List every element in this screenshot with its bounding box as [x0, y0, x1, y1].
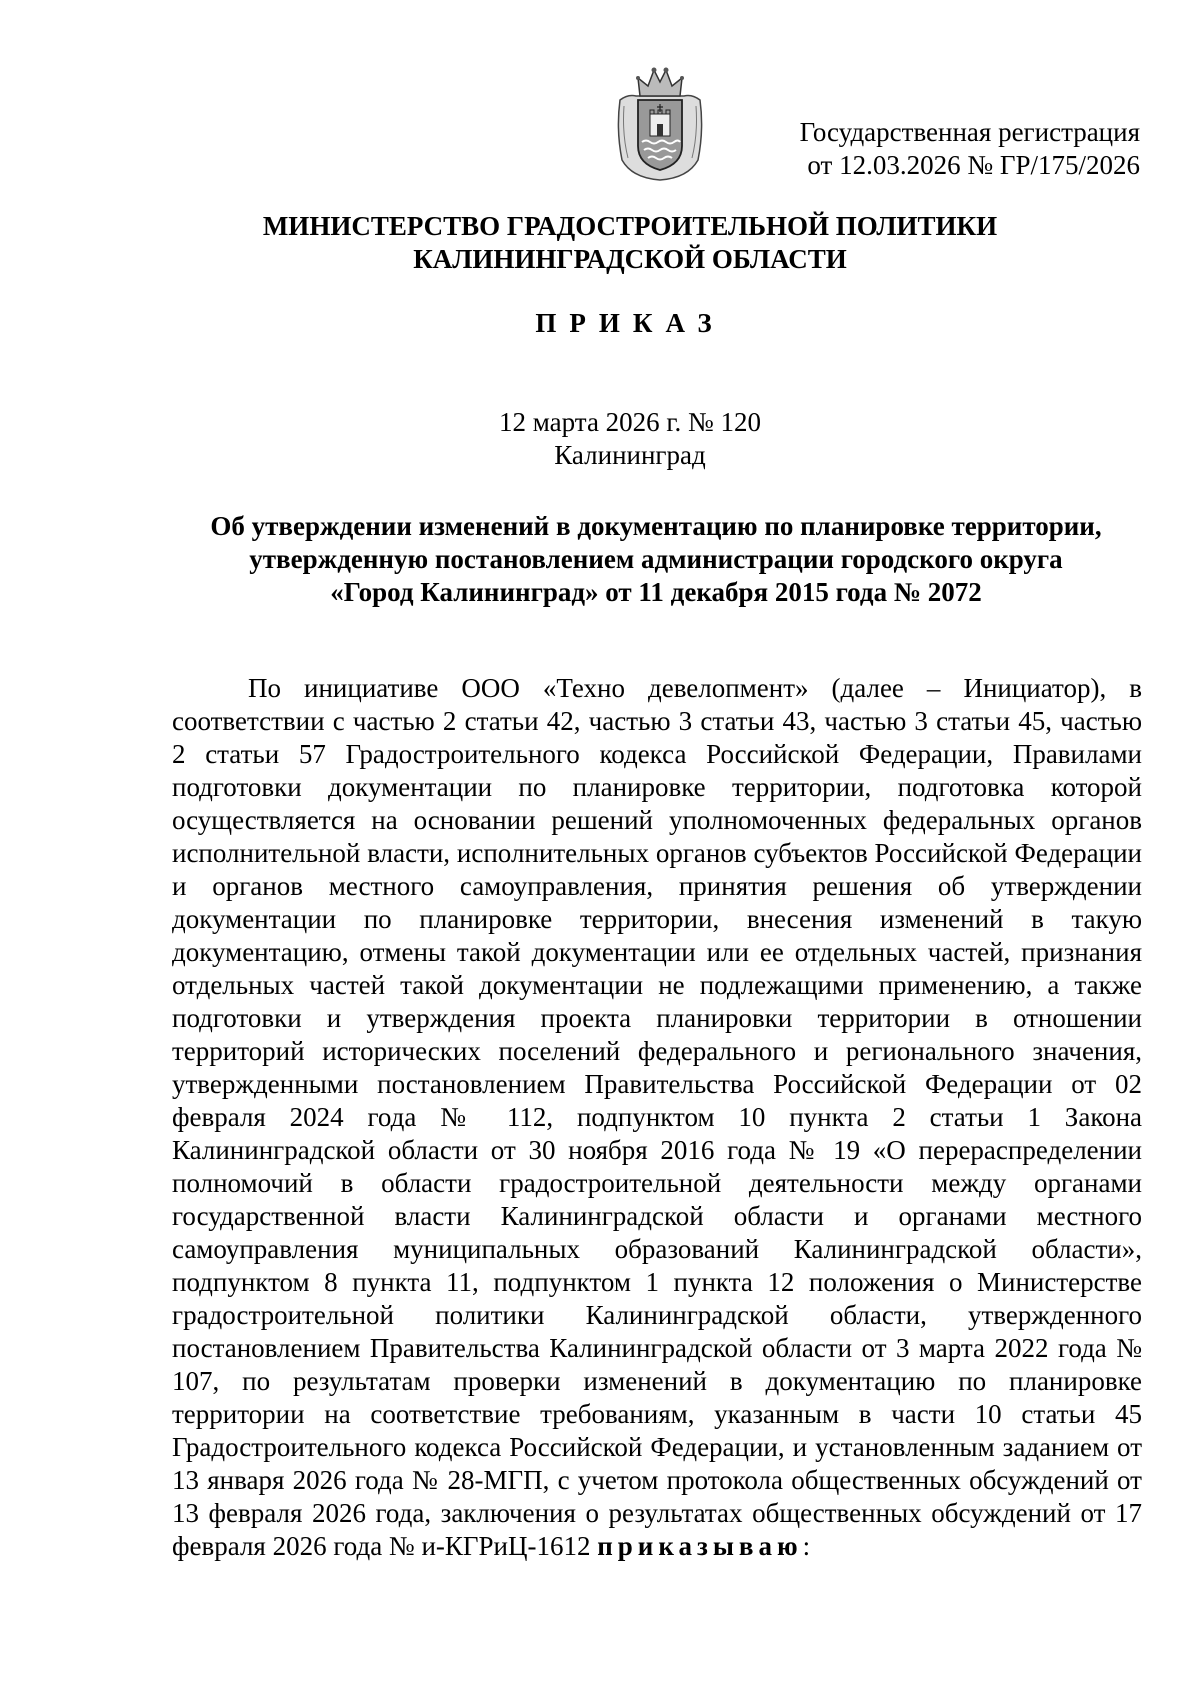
- body-text: По инициативе ООО «Техно девелопмент» (далее – Инициатор), в соответствии с частью 2 статьи 42, частью 3 статьи 43, частью 3 статьи 45, частью 2 статьи 57 Градостроительного кодекса Российской Федерации, Правилами подготовки документации по планировке территории, подготовка которой осуществляется на основании решений уполномоченных федеральных органов исполнительной власти, исполнительных органов субъектов Российской Федерации и органов местного самоуправления, принятия решения об утверждении документации по планировке территории, внесения изменений в такую документацию, отмены такой документации или ее отдельных частей, признания отдельных частей такой документации не подлежащими применению, а также подготовки и утверждения проекта планировки территории в отношении территорий исторических поселений федерального и регионального значения, утвержденными постановлением Правительства Российской Федерации от 02 февраля 2024 года № 112, подпунктом 10 пункта 2 статьи 1 Закона Калининградской области от 30 ноября 2016 года № 19 «О перераспределении полномочий в области градостроительной деятельности между органами государственной власти Калининградской области и органами местного самоуправления муниципальных образований Калининградской области», подпунктом 8 пункта 11, подпунктом 1 пункта 12 положения о Министерстве градостроительной политики Калининградской области, утвержденного постановлением Правительства Калининградской области от 3 марта 2022 года № 107, по результатам проверки изменений в документацию по планировке территории на соответствие требованиям, указанным в части 10 статьи 45 Градостроительного кодекса Российской Федерации, и установленным заданием от 13 января 2026 года № 28-МГП, с учетом протокола общественных обсуждений от 13 февраля 2026 года, заключения о результатах общественных обсуждений от 17 февраля 2026 года № и-КГРиЦ-1612: [172, 673, 1142, 1561]
- city-name: Калининград: [554, 440, 706, 470]
- order-subject-line2: утвержденную постановлением администрации городского округа: [249, 544, 1063, 574]
- registration-block: [800, 116, 1140, 182]
- order-word: приказываю: [597, 1531, 803, 1561]
- registration-title: Государственная регистрация: [799, 117, 1140, 147]
- ministry-name-line2: КАЛИНИНГРАДСКОЙ ОБЛАСТИ: [413, 244, 847, 274]
- date-block: [0, 406, 1200, 472]
- order-subject-line3: «Город Калининград» от 11 декабря 2015 года № 2072: [330, 577, 982, 607]
- ministry-name-line1: МИНИСТЕРСТВО ГРАДОСТРОИТЕЛЬНОЙ ПОЛИТИКИ: [262, 211, 998, 241]
- registration-number: от 12.03.2026 № ГР/175/2026: [807, 150, 1140, 180]
- order-subject-line1: Об утверждении изменений в документацию по планировке территории,: [210, 511, 1102, 541]
- coat-of-arms-icon: [612, 60, 708, 182]
- body-paragraph: [172, 672, 1142, 1563]
- document-type: ПРИКАЗ: [535, 308, 725, 338]
- order-subject: [172, 510, 1140, 609]
- ministry-name: [0, 210, 1200, 276]
- body-end-punctuation: :: [802, 1531, 811, 1561]
- body-text-container: [172, 672, 1142, 1563]
- order-date-number: 12 марта 2026 г. № 120: [499, 407, 761, 437]
